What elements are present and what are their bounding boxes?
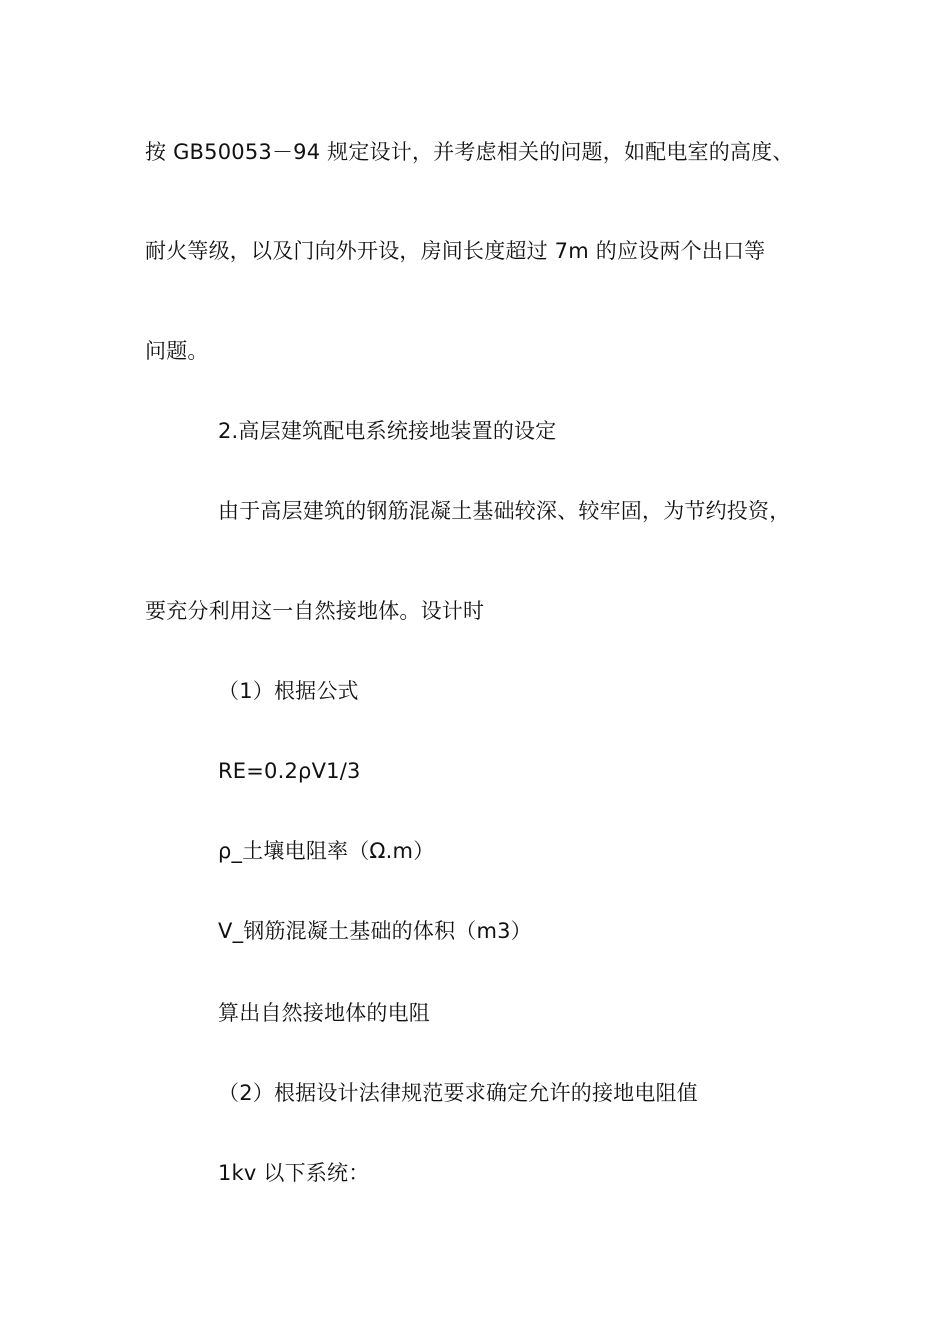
paragraph-line: 问题。 [145,339,209,363]
paragraph-line: 耐火等级，以及门向外开设，房间长度超过 7m 的应设两个出口等 [145,239,766,263]
paragraph-line: 算出自然接地体的电阻 [218,1001,430,1025]
paragraph-line: 要充分利用这一自然接地体。设计时 [145,599,485,623]
list-item-heading: （1）根据公式 [218,679,359,703]
definition-line: V_钢筋混凝土基础的体积（m3） [218,919,532,943]
paragraph-line: 1kv 以下系统： [218,1161,370,1185]
paragraph-line: 由于高层建筑的钢筋混凝土基础较深、较牢固，为节约投资， [218,499,791,523]
paragraph-line: 按 GB50053－94 规定设计，并考虑相关的问题，如配电室的高度、 [145,140,794,164]
list-item-heading: （2）根据设计法律规范要求确定允许的接地电阻值 [218,1081,698,1105]
section-heading: 2.高层建筑配电系统接地装置的设定 [218,419,557,443]
definition-line: ρ_土壤电阻率（Ω.m） [218,839,435,863]
formula-line: RE=0.2ρV1/3 [218,759,361,783]
